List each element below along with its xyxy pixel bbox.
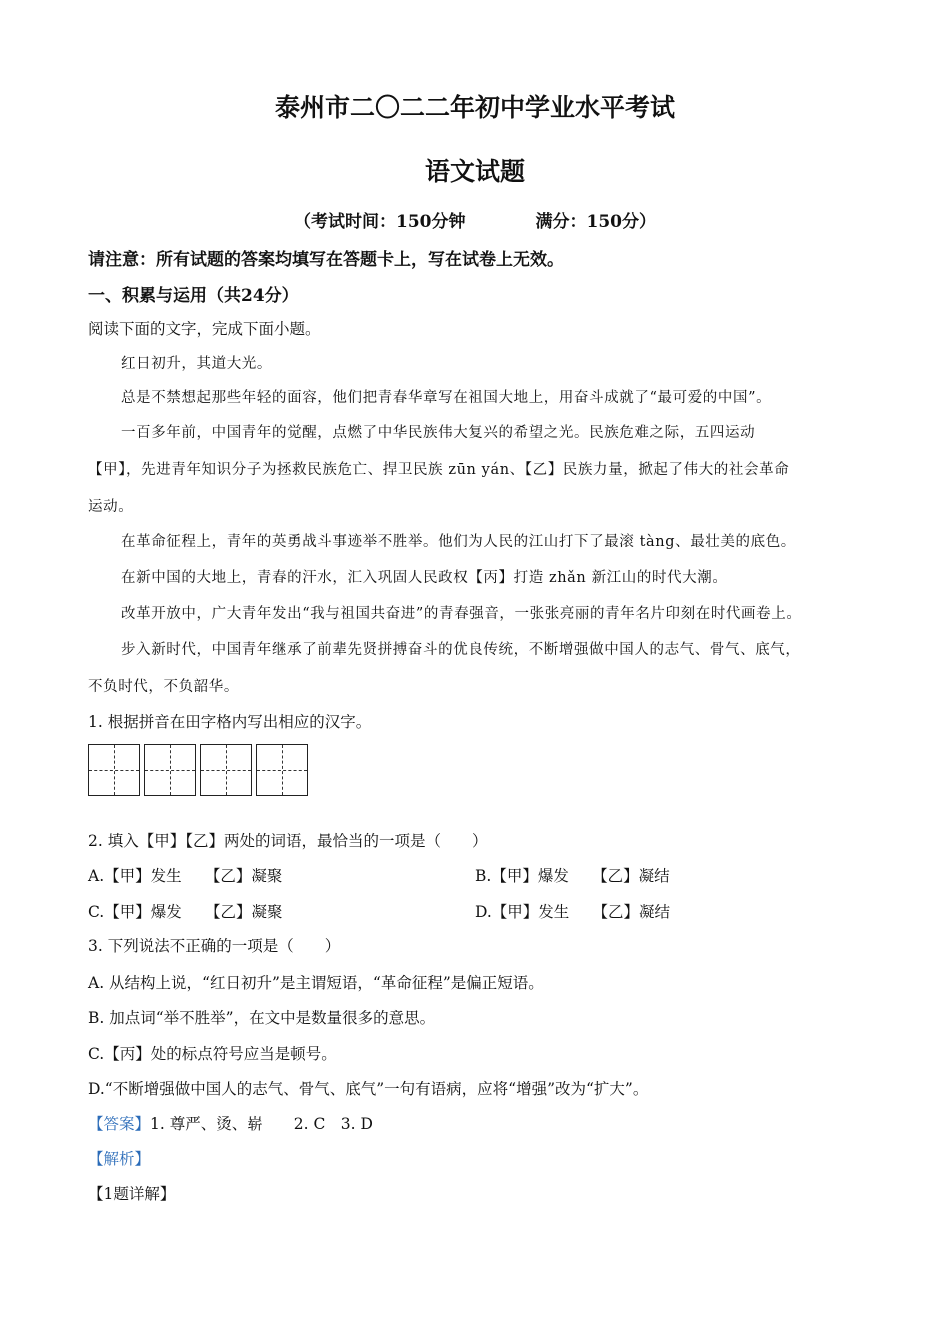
question-1: 1. 根据拼音在田字格内写出相应的汉字。 <box>88 713 372 731</box>
detail-tag: 【1题详解】 <box>88 1185 176 1203</box>
answer-line <box>88 1112 373 1134</box>
option-a: A. 从结构上说，“红日初升”是主谓短语，“革命征程”是偏正短语。 <box>88 974 544 992</box>
notice: 请注意：所有试题的答案均填写在答题卡上，写在试卷上无效。 <box>88 250 564 270</box>
question-2: 2. 填入【甲】【乙】两处的词语，最恰当的一项是（ ） <box>88 832 488 850</box>
tianzige-cell[interactable] <box>256 744 308 796</box>
passage-paragraph: 红日初升，其道大光。 <box>121 356 272 372</box>
option-a: A.【甲】发生 【乙】凝聚 <box>88 867 283 885</box>
exam-subtitle: 语文试题 <box>424 157 525 186</box>
passage-paragraph: 在新中国的大地上，青春的汗水，汇入巩固人民政权【丙】打造 zhǎn 新江山的时代大潮。 <box>121 570 728 586</box>
answer-tag: 【答案】 <box>88 1115 151 1133</box>
section-title: 一、积累与运用（共24分） <box>88 286 299 306</box>
instruction: 阅读下面的文字，完成下面小题。 <box>88 320 321 338</box>
option-c: C.【丙】处的标点符号应当是顿号。 <box>88 1045 337 1063</box>
passage-paragraph: 【甲】，先进青年知识分子为拯救民族危亡、捍卫民族 zūn yán、【乙】民族力量，掀起了伟大的社会革命 <box>88 462 790 478</box>
option-c: C.【甲】爆发 【乙】凝聚 <box>88 903 283 921</box>
tianzige-cell[interactable] <box>88 744 140 796</box>
passage-paragraph: 总是不禁想起那些年轻的面容，他们把青春华章写在祖国大地上，用奋斗成就了“最可爱的中国”。 <box>121 390 772 406</box>
passage-paragraph: 不负时代，不负韶华。 <box>88 679 239 695</box>
passage-paragraph: 步入新时代，中国青年继承了前辈先贤拼搏奋斗的优良传统，不断增强做中国人的志气、骨气、底气， <box>121 642 801 658</box>
tianzige-cell[interactable] <box>200 744 252 796</box>
passage-paragraph: 运动。 <box>88 499 134 515</box>
option-b: B.【甲】爆发 【乙】凝结 <box>475 867 670 885</box>
option-d: D.【甲】发生 【乙】凝结 <box>475 903 671 921</box>
passage-paragraph: 一百多年前，中国青年的觉醒，点燃了中华民族伟大复兴的希望之光。民族危难之际，五四运动 <box>121 425 756 441</box>
option-b: B. 加点词“举不胜举”，在文中是数量很多的意思。 <box>88 1009 436 1027</box>
question-3: 3. 下列说法不正确的一项是（ ） <box>88 937 341 955</box>
analysis-tag: 【解析】 <box>88 1150 151 1168</box>
tianzige-cell[interactable] <box>144 744 196 796</box>
option-d: D.“不断增强做中国人的志气、骨气、底气”一句有语病，应将“增强”改为“扩大”。 <box>88 1080 649 1098</box>
exam-info <box>0 207 950 232</box>
tianzige-grid <box>88 744 308 796</box>
exam-score: 满分：150分） <box>535 212 656 232</box>
exam-time: （考试时间：150分钟 <box>294 212 466 232</box>
exam-title: 泰州市二〇二二年初中学业水平考试 <box>274 93 675 122</box>
passage-paragraph: 改革开放中，广大青年发出“我与祖国共奋进”的青春强音，一张张亮丽的青年名片印刻在时代画卷上。 <box>121 606 802 622</box>
answer-text: 1. 尊严、烫、崭 2. C 3. D <box>150 1115 373 1133</box>
passage-paragraph: 在革命征程上，青年的英勇战斗事迹举不胜举。他们为人民的江山打下了最滚 tàng、最壮美的底色。 <box>121 534 796 550</box>
